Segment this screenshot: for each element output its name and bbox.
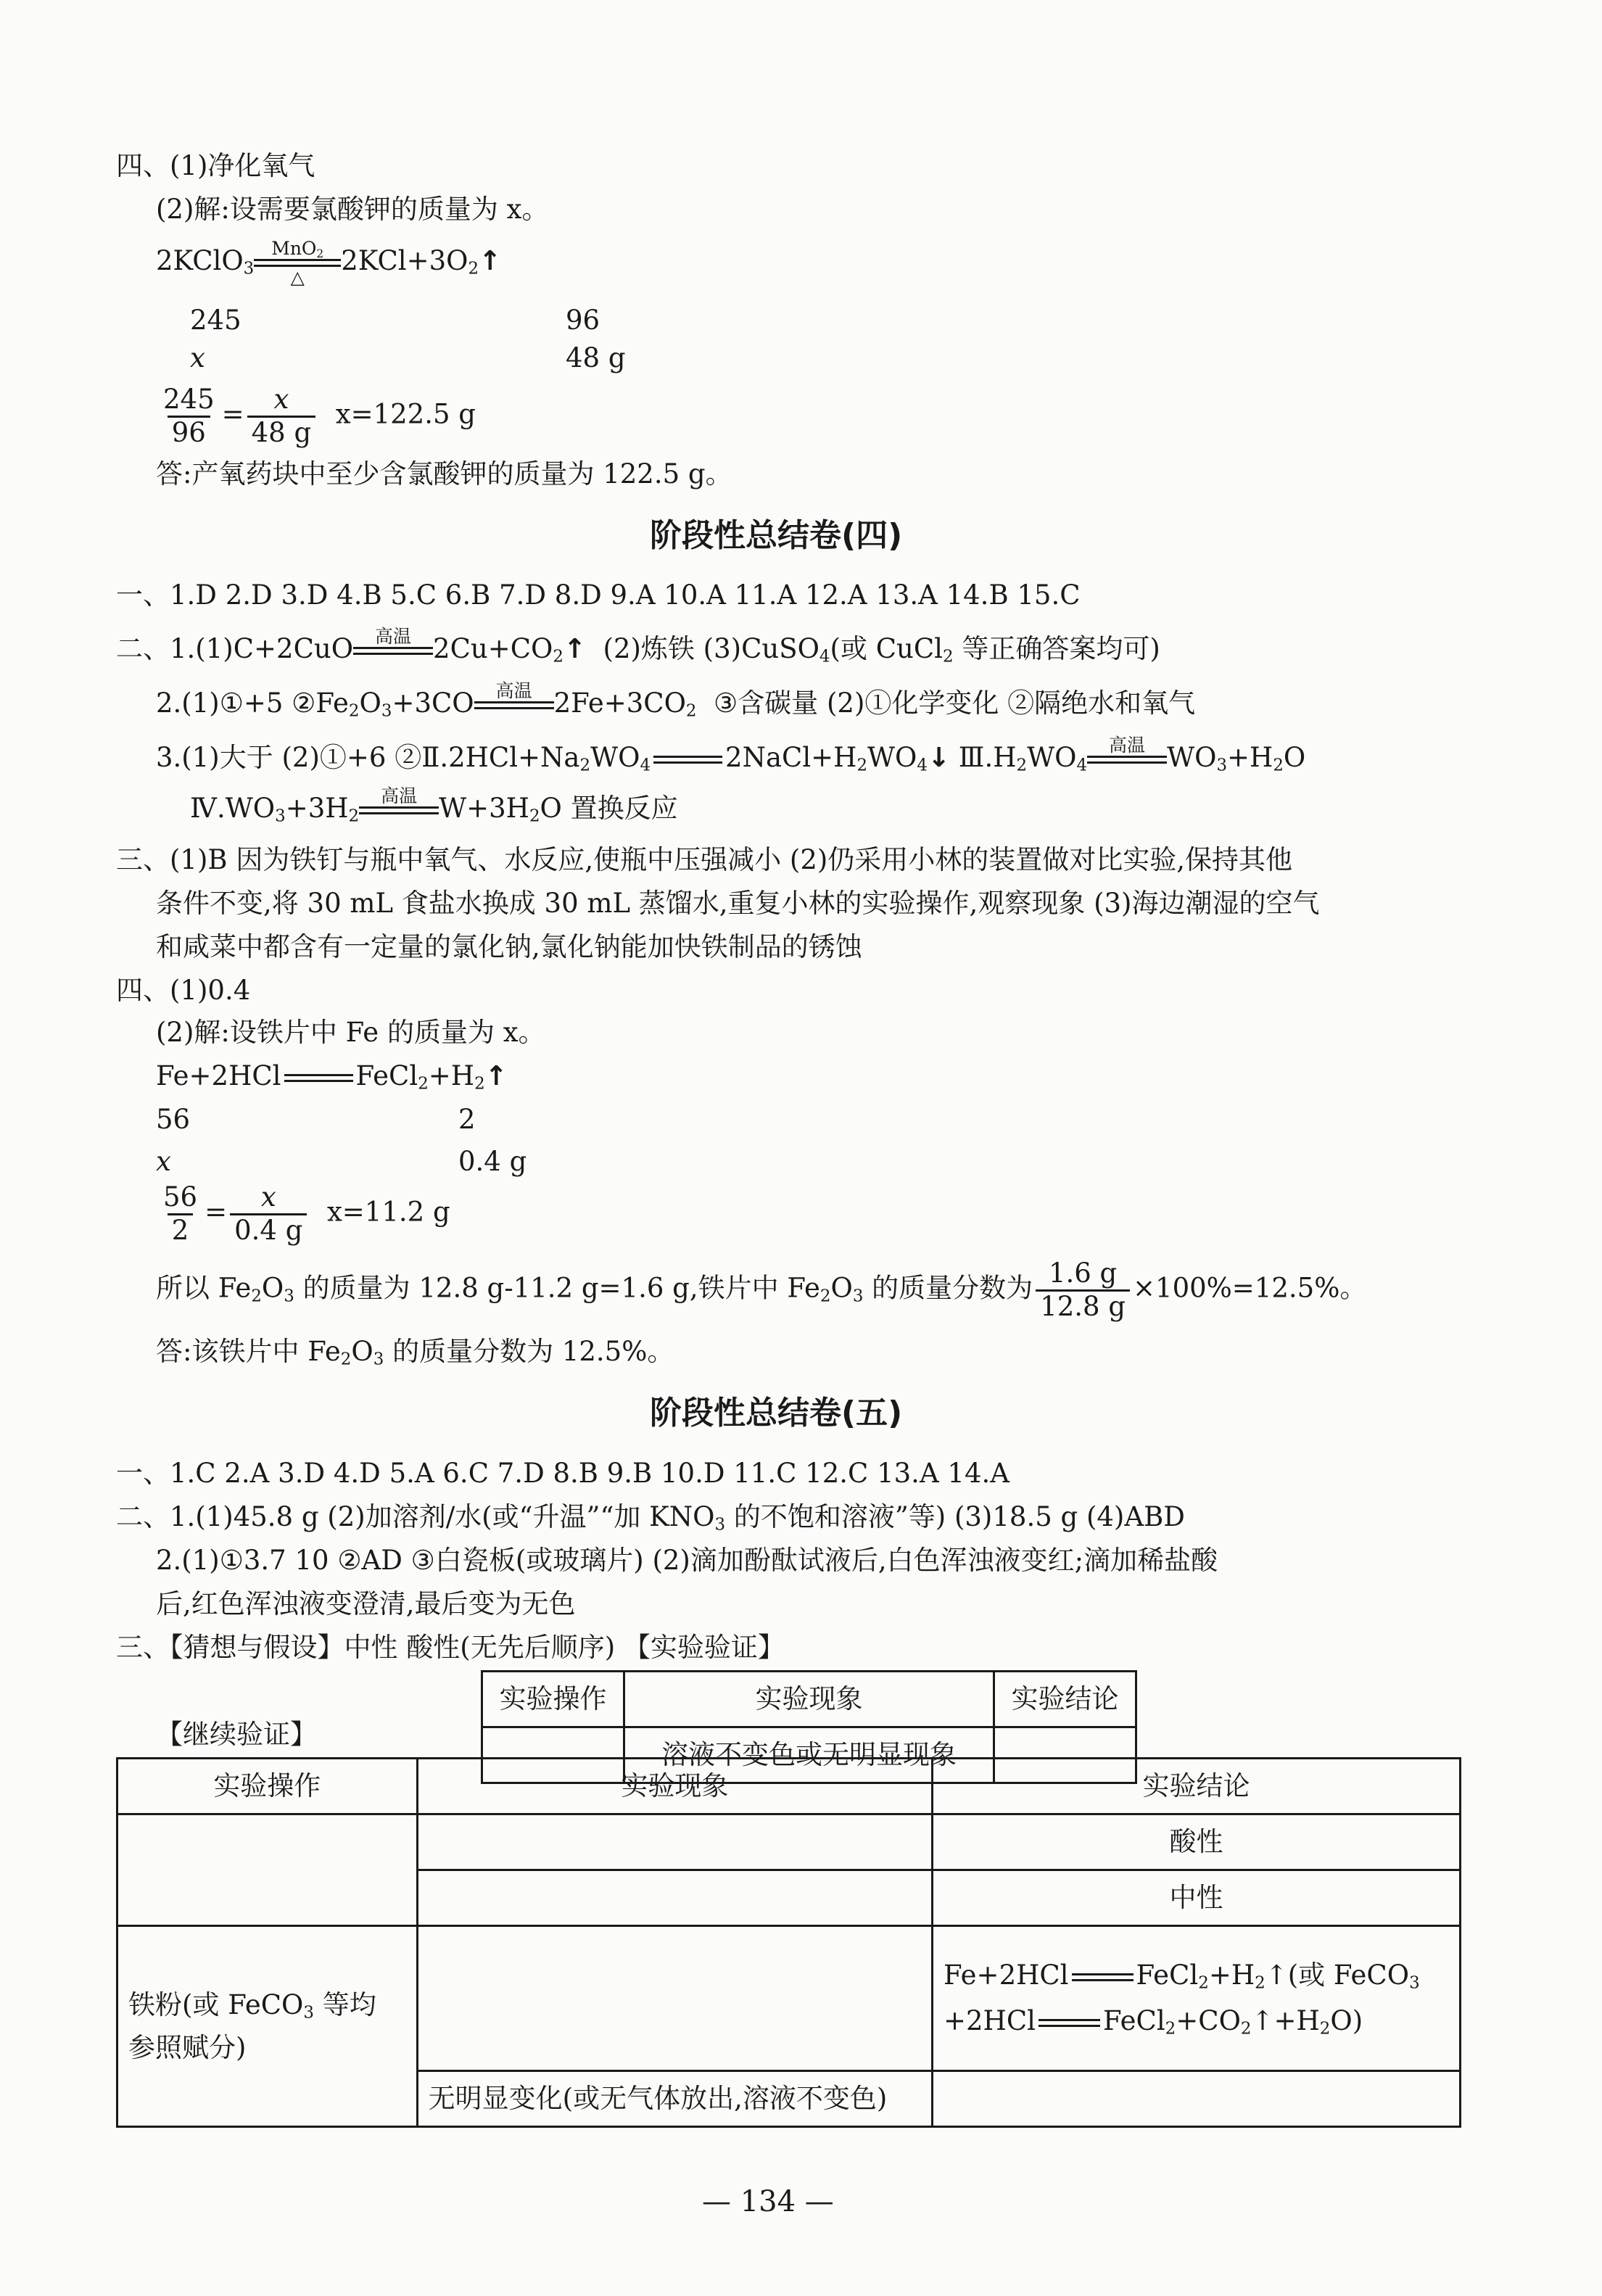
ratio-row1-right: 96: [566, 305, 600, 336]
ratio-row2-left: x: [190, 342, 205, 373]
header-cell: 实验现象: [624, 1672, 994, 1727]
table-cell: [417, 1870, 932, 1926]
p4-s3-line2: 条件不变,将 30 mL 食盐水换成 30 mL 蒸馏水,重复小林的实验操作,观察现象 (3)海边潮湿的空气: [156, 888, 1320, 919]
page-number: — 134 —: [702, 2185, 834, 2218]
header-cell: 实验操作: [482, 1672, 624, 1727]
table-cell: [417, 1814, 932, 1870]
table-cell: 溶液不变色或无明显现象: [624, 1727, 994, 1783]
p4-s4-line2: (2)解:设铁片中 Fe 的质量为 x。: [156, 1017, 545, 1048]
table-cell: [117, 1814, 418, 1926]
table-cell: [933, 2071, 1461, 2127]
ratio-row2-right: 48 g: [566, 342, 626, 373]
p5-mc-answers: 一、1.C 2.A 3.D 4.D 5.A 6.C 7.D 8.B 9.B 10.D 11.C 12.C 13.A 14.A: [116, 1458, 1009, 1489]
ratio-row1-left: 245: [190, 305, 241, 336]
p4-q2-3b: $Ⅳ.WO_3+3H_2$ 高温 $W+3H_2O$ 置换反应: [190, 785, 678, 826]
fe-ratio-row1-right: 2: [458, 1104, 476, 1135]
equation-fe-hcl: Fe+2HCl $FeCl_2+H_2↑$: [156, 1060, 508, 1094]
continue-verify-label: 【继续验证】: [156, 1719, 317, 1750]
p5-s3: 三、【猜想与假设】中性 酸性(无先后顺序) 【实验验证】: [116, 1632, 785, 1663]
header-cell: 实验操作: [117, 1759, 418, 1814]
p5-q2-1: 二、1.(1)45.8 g (2)加溶剂/水(或“升温”“加 $KNO_3$ 的不饱和溶液”等) (3)18.5 g (4)ABD: [116, 1501, 1185, 1535]
header-cell: 实验结论: [933, 1759, 1461, 1814]
table-cell: 无明显变化(或无气体放出,溶液不变色): [417, 2071, 932, 2127]
fe-ratio-row2-right: 0.4 g: [458, 1146, 527, 1177]
table-cell: [417, 1926, 932, 2071]
table-cell: Fe+2HCl $FeCl_2+H_2↑$(或 FeCO$_3$ +2HCl $FeCl_2+CO_2↑+H_2O$): [933, 1926, 1461, 2071]
proportion-1: $\frac{245}{96}$ = $\frac{x}{48 g}$ x=122.5 g: [163, 384, 476, 448]
paper-title-5: 阶段性总结卷(五): [650, 1395, 903, 1432]
table-cell: 酸性: [933, 1814, 1461, 1870]
experiment-table-2: [116, 1757, 1461, 2128]
sec4-answer: 答:产氧药块中至少含氯酸钾的质量为 122.5 g。: [156, 458, 732, 490]
sec4-line1: 四、(1)净化氧气: [116, 150, 315, 181]
table-row: [117, 1814, 1461, 1870]
fe-ratio-row2-left: x: [156, 1146, 171, 1177]
header-cell: 实验结论: [994, 1672, 1136, 1727]
header-cell: 实验现象: [417, 1759, 932, 1814]
table-cell: 铁粉(或 FeCO$_3$ 等均 参照赋分): [117, 1926, 418, 2127]
p5-q2-2a: 2.(1)①3.7 10 ②AD ③白瓷板(或玻璃片) (2)滴加酚酞试液后,白色浑浊液变红;滴加稀盐酸: [156, 1545, 1218, 1576]
p4-s4-line1: 四、(1)0.4: [116, 975, 251, 1006]
p4-q2-2: 2.(1)①+5 $②Fe_2O_3+3CO$ 高温 $2Fe+3CO_2$ ③含碳量 (2)①化学变化 ②隔绝水和氧气: [156, 680, 1196, 721]
equation-kclo3: 2KClO$_3$ MnO$_2$ △ $2KCl+3O_2↑$: [156, 238, 502, 288]
proportion-2: $\frac{56}{2}$ = $\frac{x}{0.4 g}$ x=11.2 g: [163, 1181, 450, 1246]
p4-mc-answers: 一、1.D 2.D 3.D 4.B 5.C 6.B 7.D 8.D 9.A 10.A 11.A 12.A 13.A 14.B 15.C: [116, 579, 1081, 611]
paper-title-4: 阶段性总结卷(四): [650, 517, 903, 554]
p4-so-line: 所以 $Fe_2O_3$ 的质量为 12.8 g-11.2 g=1.6 g,铁片中 $Fe_2O_3$ 的质量分数为 $\frac{1.6 g}{12.8 g}$ ×100%=12.5%。: [156, 1258, 1367, 1322]
p4-s3-line3: 和咸菜中都含有一定量的氯化钠,氯化钠能加快铁制品的锈蚀: [156, 931, 862, 962]
table-cell: 中性: [933, 1870, 1461, 1926]
p5-q2-2b: 后,红色浑浊液变澄清,最后变为无色: [156, 1588, 576, 1619]
table-row: [482, 1672, 1136, 1727]
p4-answer: 答:该铁片中 $Fe_2O_3$ 的质量分数为 12.5%。: [156, 1336, 674, 1369]
p4-q2-3a: 3.(1)大于 (2)①+6 $②Ⅱ.2HCl+Na_2WO_4$ $2NaCl+H_2WO_4↓$ $Ⅲ.H_2WO_4$ 高温 $WO_3+H_2O$: [156, 735, 1306, 775]
p4-s3-line1: 三、(1)B 因为铁钉与瓶中氧气、水反应,使瓶中压强减小 (2)仍采用小林的装置做对比实验,保持其他: [116, 844, 1293, 875]
table-row: [117, 1759, 1461, 1814]
fe-ratio-row1-left: 56: [156, 1104, 191, 1135]
table-row: [117, 1926, 1461, 2071]
p4-q2-1: 二、1.(1)C+2CuO 高温 $2Cu+CO_2↑$ (2)炼铁 (3)CuSO$_4$(或 CuCl$_2$ 等正确答案均可): [116, 626, 1160, 666]
sec4-line2: (2)解:设需要氯酸钾的质量为 x。: [156, 194, 549, 225]
